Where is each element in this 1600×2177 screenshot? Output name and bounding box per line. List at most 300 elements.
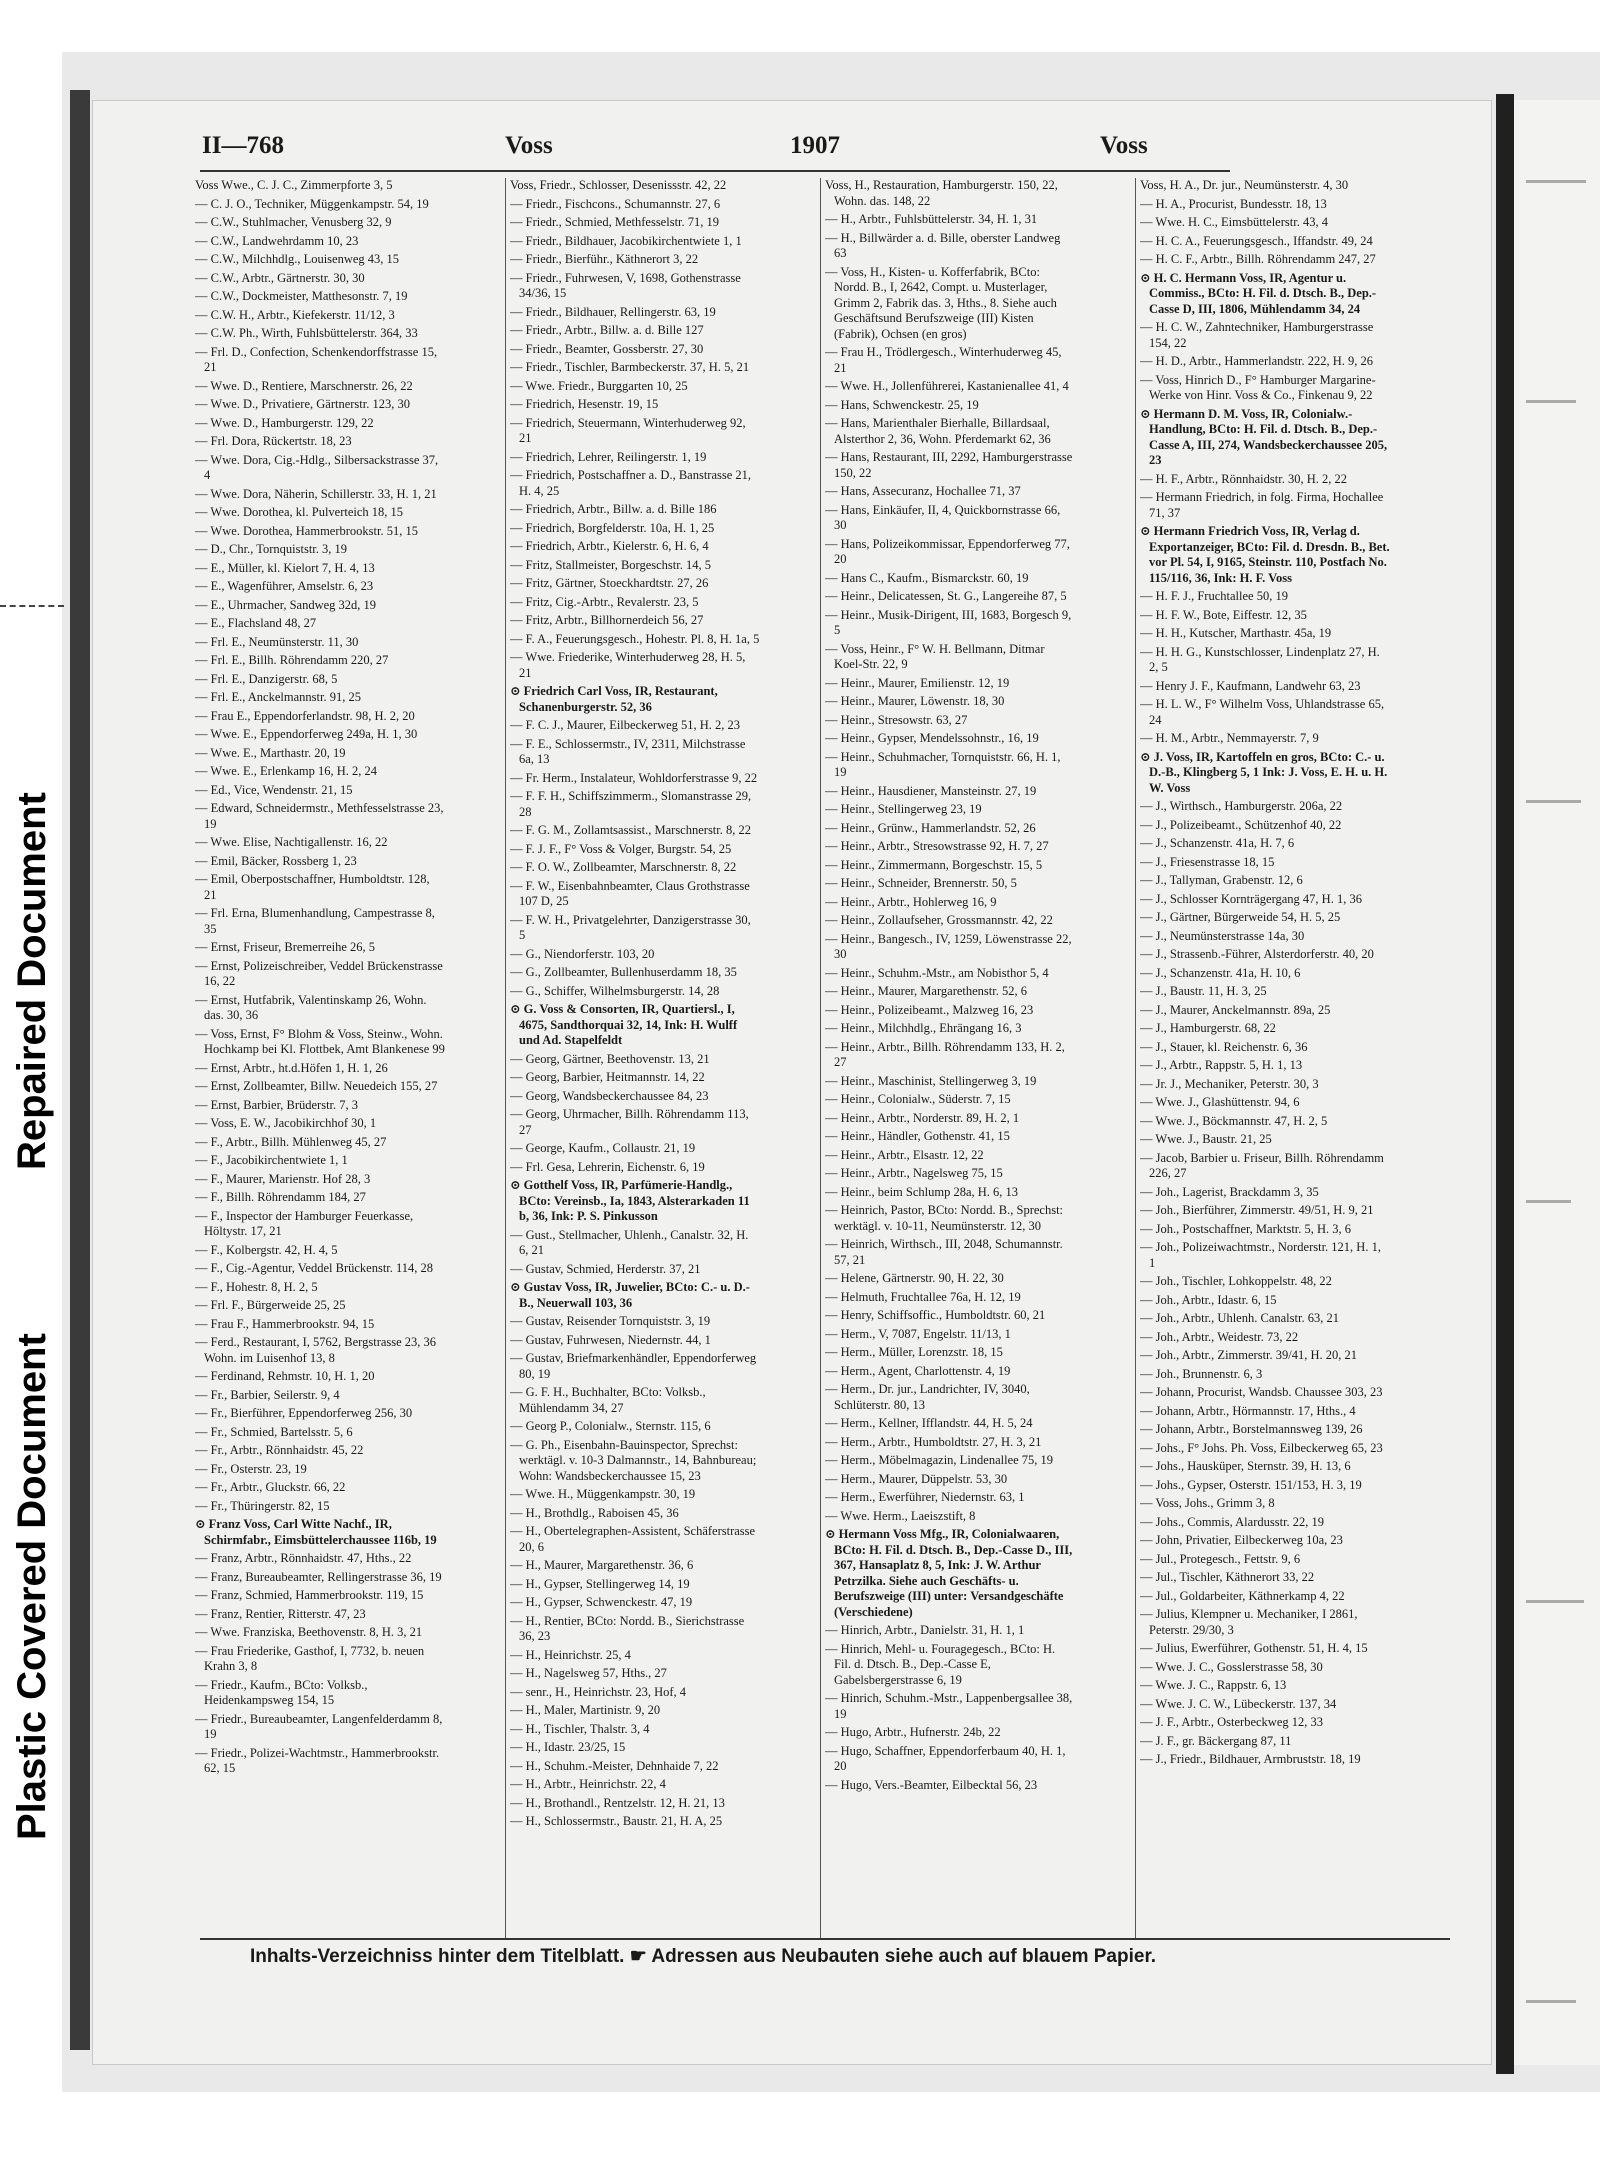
directory-entry: — Herm., Kellner, Ifflandstr. 44, H. 5, 24 (825, 1416, 1033, 1430)
directory-entry: — Wwe. Dora, Näherin, Schillerstr. 33, H. 1, 21 (195, 486, 437, 501)
directory-entry: — Jul., Tischler, Käthnerort 33, 22 (1140, 1570, 1315, 1584)
directory-entry: — Ed., Vice, Wendenstr. 21, 15 (195, 782, 353, 797)
directory-entry: — Herm., Müller, Lorenzstr. 18, 15 (825, 1345, 1003, 1359)
directory-entry: — H. F. J., Fruchtallee 50, 19 (1140, 589, 1288, 603)
directory-entry: — Wwe. Dorothea, kl. Pulverteich 18, 15 (195, 505, 404, 519)
directory-entry: — Wwe. Friedr., Burggarten 10, 25 (510, 378, 688, 393)
directory-entry: — Friedr., Bierführ., Käthnerort 3, 22 (510, 252, 699, 266)
directory-entry: ⊙ Friedrich Carl Voss, IR, Restaurant, Schanenburgerstr. 52, 36 (510, 684, 718, 714)
directory-entry: — Voss, Johs., Grimm 3, 8 (1140, 1496, 1275, 1510)
directory-entry: — G., Schiffer, Wilhelmsburgerstr. 14, 28 (510, 983, 720, 998)
column-4 (1140, 178, 1390, 1938)
directory-entry: — Hermann Friedrich, in folg. Firma, Hochallee 71, 37 (1140, 490, 1384, 520)
directory-entry: — H. H. G., Kunstschlosser, Lindenplatz 27, H. 2, 5 (1140, 644, 1380, 674)
directory-entry: — F. A., Feuerungsgesch., Hohestr. Pl. 8, H. 1a, 5 (510, 631, 760, 646)
directory-entry: — Hans, Restaurant, III, 2292, Hamburgerstrasse 150, 22 (825, 450, 1073, 480)
directory-entry: — Johann, Arbtr., Borstelmannsweg 139, 26 (1140, 1422, 1363, 1436)
directory-entry: — Georg, Barbier, Heitmannstr. 14, 22 (510, 1070, 705, 1084)
directory-entry: — H., Brothandl., Rentzelstr. 12, H. 21, 13 (510, 1795, 725, 1810)
directory-entry: — H., Tischler, Thalstr. 3, 4 (510, 1721, 650, 1736)
directory-entry: — Hans, Assecuranz, Hochallee 71, 37 (825, 484, 1021, 498)
directory-entry: — Heinr., Maurer, Emilienstr. 12, 19 (825, 675, 1010, 690)
directory-entry: — G., Niendorferstr. 103, 20 (510, 946, 655, 961)
directory-entry: — Emil, Oberpostschaffner, Humboldtstr. 128, 21 (195, 872, 430, 902)
directory-entry: — Wwe. E., Eppendorferweg 249a, H. 1, 30 (195, 727, 418, 741)
directory-entry: — Voss, Hinrich D., F° Hamburger Margarine-Werke von Hinr. Voss & Co., Finkenau 9, 22 (1140, 372, 1376, 402)
directory-entry: — J., Hamburgerstr. 68, 22 (1140, 1021, 1276, 1035)
directory-entry: — Franz, Schmied, Hammerbrookstr. 119, 15 (195, 1588, 424, 1602)
directory-entry: — Friedr., Bildhauer, Jacobikirchentwiete 1, 1 (510, 233, 742, 248)
directory-entry: — Joh., Arbtr., Weidestr. 73, 22 (1140, 1329, 1299, 1344)
directory-entry: — J., Schlosser Kornträgergang 47, H. 1, 36 (1140, 891, 1362, 906)
directory-entry: — senr., H., Heinrichstr. 23, Hof, 4 (510, 1684, 687, 1699)
directory-entry: — Heinr., Zimmermann, Borgeschstr. 15, 5 (825, 857, 1043, 872)
directory-entry: — H., Maurer, Margarethenstr. 36, 6 (510, 1558, 694, 1572)
directory-entry: — J., Polizeibeamt., Schützenhof 40, 22 (1140, 817, 1342, 832)
directory-entry: — Joh., Postschaffner, Marktstr. 5, H. 3, 6 (1140, 1221, 1352, 1236)
directory-entry: — J., Friesenstrasse 18, 15 (1140, 854, 1275, 869)
directory-entry: — Ferdinand, Rehmstr. 10, H. 1, 20 (195, 1369, 375, 1383)
directory-entry: — J., Stauer, kl. Reichenstr. 6, 36 (1140, 1039, 1308, 1054)
directory-entry: — Frau F., Hammerbrookstr. 94, 15 (195, 1316, 375, 1331)
directory-entry: — Helene, Gärtnerstr. 90, H. 22, 30 (825, 1271, 1004, 1285)
header-name-right: Voss (1100, 132, 1148, 159)
directory-entry: — Wwe. Dora, Cig.-Hdlg., Silbersackstrasse 37, 4 (195, 452, 439, 482)
directory-entry: — Gustav, Briefmarkenhändler, Eppendorferweg 80, 19 (510, 1351, 757, 1381)
directory-entry: — Julius, Ewerführer, Gothenstr. 51, H. 4, 15 (1140, 1641, 1368, 1655)
directory-entry: — Heinr., Stellingerweg 23, 19 (825, 802, 982, 816)
directory-entry: — Gustav, Fuhrwesen, Niedernstr. 44, 1 (510, 1332, 711, 1347)
directory-entry: ⊙ Gotthelf Voss, IR, Parfümerie-Handlg., BCto: Vereinsb., Ia, 1843, Alsterarkaden 11 b, 36, Ink: P. S. Pinkusson (510, 1178, 750, 1223)
directory-entry: — Frau H., Trödlergesch., Winterhuderweg 45, 21 (825, 345, 1062, 375)
directory-entry: — Hans, Marienthaler Bierhalle, Billardsaal, Alsterthor 2, 36, Wohn. Pferdemarkt 62, 36 (825, 416, 1051, 446)
directory-entry: — Ernst, Barbier, Brüderstr. 7, 3 (195, 1097, 359, 1112)
directory-entry: — Heinr., Hausdiener, Mansteinstr. 27, 19 (825, 783, 1037, 798)
directory-entry: — Hinrich, Mehl- u. Fouragegesch., BCto: H. Fil. d. Dtsch. B., Dep.-Casse E, Gabelsbergerstrasse 6, 19 (825, 1641, 1056, 1687)
directory-entry: — John, Privatier, Eilbeckerweg 10a, 23 (1140, 1533, 1343, 1547)
directory-entry: — Joh., Arbtr., Uhlenh. Canalstr. 63, 21 (1140, 1311, 1339, 1325)
directory-entry: — Edward, Schneidermstr., Methfesselstrasse 23, 19 (195, 801, 444, 831)
header-name-left: Voss (505, 132, 553, 159)
directory-entry: — Heinr., Arbtr., Nagelsweg 75, 15 (825, 1166, 1003, 1180)
directory-entry: — Heinr., Colonialw., Süderstr. 7, 15 (825, 1092, 1011, 1106)
directory-entry: — Heinr., Milchhdlg., Ehrängang 16, 3 (825, 1021, 1022, 1035)
directory-entry: — Friedr., Fuhrwesen, V, 1698, Gothenstrasse 34/36, 15 (510, 270, 741, 300)
directory-entry: — Fr. Herm., Instalateur, Wohldorferstrasse 9, 22 (510, 770, 758, 785)
directory-entry: — Friedr., Bildhauer, Rellingerstr. 63, 19 (510, 304, 716, 319)
directory-entry: — H., Schlossermstr., Baustr. 21, H. A, 25 (510, 1814, 723, 1828)
directory-entry: — H., Obertelegraphen-Assistent, Schäferstrasse 20, 6 (510, 1524, 756, 1554)
directory-entry: — Jr. J., Mechaniker, Peterstr. 30, 3 (1140, 1076, 1319, 1091)
directory-entry: — Jul., Protegesch., Fettstr. 9, 6 (1140, 1551, 1301, 1566)
directory-entry: — J. F., Arbtr., Osterbeckweg 12, 33 (1140, 1715, 1324, 1729)
directory-entry: — Gust., Stellmacher, Uhlenh., Canalstr. 32, H. 6, 21 (510, 1227, 749, 1257)
directory-entry: — Fr., Schmied, Bartelsstr. 5, 6 (195, 1424, 353, 1439)
directory-entry: Voss Wwe., C. J. C., Zimmerpforte 3, 5 (195, 178, 393, 192)
directory-entry: — C.W., Landwehrdamm 10, 23 (195, 233, 359, 248)
directory-entry: — Emil, Bäcker, Rossberg 1, 23 (195, 853, 357, 868)
directory-entry: — Wwe. J., Baustr. 21, 25 (1140, 1132, 1272, 1146)
directory-entry: — Friedrich, Arbtr., Kielerstr. 6, H. 6, 4 (510, 539, 709, 553)
column-divider (505, 178, 506, 1938)
directory-entry: — F., Cig.-Agentur, Veddel Brückenstr. 114, 28 (195, 1261, 434, 1275)
directory-entry: ⊙ Hermann Voss Mfg., IR, Colonialwaaren, BCto: H. Fil. d. Dtsch. B., Dep.-Casse D., III, 367, Hansaplatz 8, 5, Ink: J. W. Arthur Petrzilka. Siehe auch Geschäfts- u. Berufszweige (III) unter: Versandgeschäfte (Verschiedene) (825, 1527, 1073, 1619)
directory-entry: — Wwe. E., Marthastr. 20, 19 (195, 745, 346, 760)
footer-rule (200, 1938, 1450, 1940)
directory-entry: — F. F. H., Schiffszimmerm., Slomanstrasse 29, 28 (510, 789, 752, 819)
directory-entry: — H., Maler, Martinistr. 9, 20 (510, 1703, 661, 1717)
directory-entry: — F. J. F., F° Voss & Volger, Burgstr. 54, 25 (510, 841, 732, 856)
directory-entry: — Heinr., beim Schlump 28a, H. 6, 13 (825, 1184, 1019, 1199)
directory-entry: — Herm., Arbtr., Humboldtstr. 27, H. 3, 21 (825, 1434, 1042, 1449)
directory-entry: — Herm., V, 7087, Engelstr. 11/13, 1 (825, 1326, 1011, 1341)
directory-entry: — Helmuth, Fruchtallee 76a, H. 12, 19 (825, 1289, 1021, 1304)
directory-entry: — Julius, Klempner u. Mechaniker, I 2861, Peterstr. 29/30, 3 (1140, 1607, 1358, 1637)
directory-entry: — Frl. E., Danzigerstr. 68, 5 (195, 671, 338, 686)
directory-entry: — Friedr., Schmied, Methfesselstr. 71, 19 (510, 215, 720, 229)
directory-entry: — H. M., Arbtr., Nemmayerstr. 7, 9 (1140, 731, 1319, 745)
directory-entry: — Wwe. D., Privatiere, Gärtnerstr. 123, 30 (195, 397, 410, 411)
directory-entry: — H., Gypser, Stellingerweg 14, 19 (510, 1576, 690, 1591)
directory-entry: — Joh., Arbtr., Idastr. 6, 15 (1140, 1292, 1277, 1307)
directory-entry: — Joh., Polizeiwachtmstr., Norderstr. 121, H. 1, 1 (1140, 1240, 1381, 1270)
directory-entry: — G. Ph., Eisenbahn-Bauinspector, Sprechst: werktägl. v. 10-3 Dalmannstr., 14, Bahnbureau; Wohn: Wandsbeckerchaussee 15, 23 (510, 1437, 757, 1483)
directory-entry: — Fritz, Stallmeister, Borgeschstr. 14, 5 (510, 557, 711, 572)
directory-entry: — Heinr., Händler, Gothenstr. 41, 15 (825, 1129, 1010, 1143)
directory-entry: — H. L. W., F° Wilhelm Voss, Uhlandstrasse 65, 24 (1140, 697, 1385, 727)
directory-entry: — F., Arbtr., Billh. Mühlenweg 45, 27 (195, 1134, 387, 1149)
directory-entry: — J., Maurer, Anckelmannstr. 89a, 25 (1140, 1002, 1331, 1017)
directory-entry: — Heinr., Polizeibeamt., Malzweg 16, 23 (825, 1002, 1034, 1017)
directory-entry: — Heinr., Arbtr., Stresowstrasse 92, H. 7, 27 (825, 839, 1049, 853)
directory-entry: — Heinr., Arbtr., Billh. Röhrendamm 133, H. 2, 27 (825, 1039, 1065, 1069)
directory-entry: — Wwe. Franziska, Beethovenstr. 8, H. 3, 21 (195, 1625, 423, 1639)
directory-entry: Voss, Friedr., Schlosser, Desenissstr. 42, 22 (510, 178, 727, 192)
directory-entry: — Voss, E. W., Jacobikirchhof 30, 1 (195, 1116, 377, 1130)
directory-entry: — Hinrich, Schuhm.-Mstr., Lappenbergsallee 38, 19 (825, 1691, 1073, 1721)
directory-entry: ⊙ Hermann Friedrich Voss, IR, Verlag d. Exportanzeiger, BCto: Fil. d. Dresdn. B., Bet. vor Pl. 54, I, 9165, Steinstr. 110, Postfach No. 115/116, 36, Ink: H. F. Voss (1140, 524, 1390, 585)
directory-entry: — H., Arbtr., Fuhlsbüttelerstr. 34, H. 1, 31 (825, 212, 1038, 226)
directory-entry: ⊙ J. Voss, IR, Kartoffeln en gros, BCto: C.- u. D.-B., Klingberg 5, 1 Ink: J. Voss, E. H. u. H. W. Voss (1140, 749, 1388, 795)
directory-entry: — Heinr., Zollaufseher, Grossmannstr. 42, 22 (825, 913, 1053, 927)
directory-entry: — F., Billh. Röhrendamm 184, 27 (195, 1190, 366, 1204)
directory-entry: — Joh., Arbtr., Zimmerstr. 39/41, H. 20, 21 (1140, 1348, 1358, 1362)
directory-entry: — Frl. Erna, Blumenhandlung, Campestrasse 8, 35 (195, 906, 435, 936)
directory-entry: — Wwe. H., Jollenführerei, Kastanienallee 41, 4 (825, 379, 1069, 393)
directory-entry: ⊙ Hermann D. M. Voss, IR, Colonialw.-Handlung, BCto: H. Fil. d. Dtsch. B., Dep.-Casse A, III, 274, Wandsbeckerchaussee 205, 23 (1140, 406, 1388, 467)
directory-entry: — J., Gärtner, Bürgerweide 54, H. 5, 25 (1140, 910, 1341, 924)
directory-entry: — Wwe. D., Rentiere, Marschnerstr. 26, 22 (195, 378, 413, 393)
directory-entry: — Ernst, Arbtr., ht.d.Höfen 1, H. 1, 26 (195, 1060, 388, 1075)
directory-entry: — Joh., Bierführer, Zimmerstr. 49/51, H. 9, 21 (1140, 1203, 1374, 1217)
column-divider (820, 178, 821, 1938)
directory-entry: — F., Kolbergstr. 42, H. 4, 5 (195, 1242, 338, 1257)
directory-entry: — F. W., Eisenbahnbeamter, Claus Grothstrasse 107 D, 25 (510, 878, 750, 908)
directory-entry: — Hugo, Schaffner, Eppendorferbaum 40, H. 1, 20 (825, 1743, 1066, 1773)
directory-entry: — Herm., Ewerführer, Niedernstr. 63, 1 (825, 1490, 1025, 1504)
directory-entry: — Franz, Arbtr., Rönnhaidstr. 47, Hths., 22 (195, 1551, 412, 1565)
directory-entry: — Friedr., Bureaubeamter, Langenfelderdamm 8, 19 (195, 1711, 443, 1741)
directory-entry: — Heinr., Arbtr., Hohlerweg 16, 9 (825, 894, 997, 909)
directory-entry: — H. A., Procurist, Bundesstr. 18, 13 (1140, 196, 1327, 211)
directory-entry: — Frau E., Eppendorferlandstr. 98, H. 2, 20 (195, 708, 415, 723)
directory-entry: — Heinr., Maurer, Löwenstr. 18, 30 (825, 694, 1005, 708)
directory-entry: — Heinr., Grünw., Hammerlandstr. 52, 26 (825, 820, 1036, 835)
directory-entry: — Wwe. Dorothea, Hammerbrookstr. 51, 15 (195, 523, 418, 538)
directory-entry: — G. F. H., Buchhalter, BCto: Volksb., Mühlendamm 34, 27 (510, 1385, 706, 1415)
directory-entry: — Wwe. J., Glashüttenstr. 94, 6 (1140, 1095, 1300, 1109)
directory-entry: — George, Kaufm., Collaustr. 21, 19 (510, 1141, 696, 1155)
directory-entry: — F., Jacobikirchentwiete 1, 1 (195, 1153, 348, 1167)
directory-entry: — G., Zollbeamter, Bullenhuserdamm 18, 35 (510, 965, 737, 979)
directory-entry: — Frl. D., Confection, Schenkendorffstrasse 15, 21 (195, 344, 438, 374)
directory-entry: — E., Uhrmacher, Sandweg 32d, 19 (195, 597, 377, 612)
directory-entry: — F. O. W., Zollbeamter, Marschnerstr. 8, 22 (510, 860, 737, 874)
book-binding (1496, 94, 1514, 2074)
directory-entry: — D., Chr., Tornquiststr. 3, 19 (195, 542, 348, 556)
directory-entry: — Ferd., Restaurant, I, 5762, Bergstrasse 23, 36 Wohn. im Luisenhof 13, 8 (195, 1335, 437, 1365)
directory-entry: — Frl. E., Billh. Röhrendamm 220, 27 (195, 653, 389, 667)
directory-entry: — Fr., Arbtr., Rönnhaidstr. 45, 22 (195, 1443, 364, 1457)
directory-entry: — H., Nagelsweg 57, Hths., 27 (510, 1666, 667, 1680)
directory-entry: — Friedrich, Arbtr., Billw. a. d. Bille 186 (510, 502, 717, 516)
directory-entry: — J. F., gr. Bäckergang 87, 11 (1140, 1733, 1292, 1748)
directory-entry: — Hugo, Vers.-Beamter, Eilbecktal 56, 23 (825, 1777, 1038, 1792)
directory-entry: — Frl. E., Anckelmannstr. 91, 25 (195, 690, 361, 704)
directory-entry: — Ernst, Hutfabrik, Valentinskamp 26, Wohn. das. 30, 36 (195, 992, 427, 1022)
directory-entry: — Wwe. H. C., Eimsbüttelerstr. 43, 4 (1140, 215, 1328, 229)
directory-entry: — Heinr., Maurer, Margarethenstr. 52, 6 (825, 984, 1027, 998)
directory-entry: — Frl. Dora, Rückertstr. 18, 23 (195, 434, 352, 448)
directory-entry: — H., Idastr. 23/25, 15 (510, 1740, 626, 1754)
directory-entry: — C.W., Stuhlmacher, Venusberg 32, 9 (195, 215, 392, 229)
directory-entry: — Johann, Procurist, Wandsb. Chaussee 303, 23 (1140, 1385, 1383, 1399)
directory-entry: — H., Gypser, Schwenckestr. 47, 19 (510, 1595, 693, 1609)
directory-entry: — Heinr., Schuhmacher, Tornquiststr. 66, H. 1, 19 (825, 749, 1061, 779)
directory-entry: — Heinr., Arbtr., Norderstr. 89, H. 2, 1 (825, 1110, 1020, 1125)
header-rule (200, 170, 1230, 172)
directory-entry: — Frl. E., Neumünsterstr. 11, 30 (195, 634, 359, 649)
directory-entry: — Jul., Goldarbeiter, Käthnerkamp 4, 22 (1140, 1588, 1345, 1603)
directory-entry: — J., Strassenb.-Führer, Alsterdorferstr. 40, 20 (1140, 947, 1374, 961)
directory-entry: — Voss, H., Kisten- u. Kofferfabrik, BCto: Nordd. B., I, 2642, Compt. u. Musterlager, Grimm 2, Fabrik das. 3, Hths., 8. Siehe auch Geschäftsund Berufszweige (III) Kisten (Fabrik), Ochsen (en gros) (825, 264, 1057, 341)
directory-entry: — Heinr., Stresowstr. 63, 27 (825, 712, 968, 727)
directory-entry: — Herm., Agent, Charlottenstr. 4, 19 (825, 1363, 1011, 1378)
directory-entry: — H., Billwärder a. d. Bille, oberster Landweg 63 (825, 230, 1061, 260)
directory-entry: — J., Schanzenstr. 41a, H. 7, 6 (1140, 836, 1295, 850)
directory-entry: — Georg, Uhrmacher, Billh. Röhrendamm 113, 27 (510, 1107, 749, 1137)
directory-entry: — Fritz, Cig.-Arbtr., Revalerstr. 23, 5 (510, 594, 699, 609)
footer-note: Inhalts-Verzeichniss hinter dem Titelblatt. ☛ Adressen aus Neubauten siehe auch auf blauem Papier. (250, 1946, 1157, 1967)
directory-entry: — J., Arbtr., Rappstr. 5, H. 1, 13 (1140, 1058, 1303, 1072)
directory-entry: — Wwe. D., Hamburgerstr. 129, 22 (195, 415, 374, 430)
directory-entry: — C.W. Ph., Wirth, Fuhlsbüttelerstr. 364, 33 (195, 326, 418, 340)
directory-entry: — Hugo, Arbtr., Hufnerstr. 24b, 22 (825, 1725, 1001, 1739)
directory-entry: — Heinrich, Pastor, BCto: Nordd. B., Sprechst: werktägl. v. 10-11, Neumünsterstr. 12, 30 (825, 1203, 1064, 1233)
directory-entry: Voss, H. A., Dr. jur., Neumünsterstr. 4, 30 (1140, 178, 1349, 192)
directory-entry: — Hans C., Kaufm., Bismarckstr. 60, 19 (825, 570, 1029, 585)
directory-entry: — Hans, Polizeikommissar, Eppendorferweg 77, 20 (825, 536, 1070, 566)
directory-entry: — Frl. Gesa, Lehrerin, Eichenstr. 6, 19 (510, 1159, 705, 1174)
directory-entry: — Wwe. Elise, Nachtigallenstr. 16, 22 (195, 835, 388, 849)
directory-entry: — H. F., Arbtr., Rönnhaidstr. 30, H. 2, 22 (1140, 471, 1347, 486)
directory-entry: — H., Arbtr., Heinrichstr. 22, 4 (510, 1777, 666, 1791)
directory-entry: — Heinr., Gypser, Mendelssohnstr., 16, 19 (825, 731, 1039, 745)
directory-entry: — F. G. M., Zollamtsassist., Marschnerstr. 8, 22 (510, 823, 752, 837)
column-2 (510, 178, 760, 1938)
directory-entry: — H., Rentier, BCto: Nordd. B., Sierichstrasse 36, 23 (510, 1613, 745, 1643)
directory-entry: — F., Inspector der Hamburger Feuerkasse, Höltystr. 17, 21 (195, 1208, 414, 1238)
directory-entry: — Heinr., Maschinist, Stellingerweg 3, 19 (825, 1073, 1037, 1088)
directory-entry: — Johann, Arbtr., Hörmannstr. 17, Hths., 4 (1140, 1403, 1356, 1418)
directory-entry: — Johs., Hausküper, Sternstr. 39, H. 13, 6 (1140, 1459, 1351, 1473)
directory-entry: — J., Friedr., Bildhauer, Armbruststr. 18, 19 (1140, 1752, 1361, 1766)
directory-entry: — Gustav, Schmied, Herderstr. 37, 21 (510, 1261, 701, 1276)
directory-entry: — Jacob, Barbier u. Friseur, Billh. Röhrendamm 226, 27 (1140, 1150, 1384, 1180)
directory-entry: — Joh., Lagerist, Brackdamm 3, 35 (1140, 1184, 1319, 1199)
directory-entry: — J., Wirthsch., Hamburgerstr. 206a, 22 (1140, 799, 1343, 813)
directory-entry: — Heinr., Arbtr., Elsastr. 12, 22 (825, 1147, 984, 1162)
directory-entry: — J., Tallyman, Grabenstr. 12, 6 (1140, 873, 1303, 887)
directory-entry: — Gustav, Reisender Tornquiststr. 3, 19 (510, 1314, 711, 1328)
directory-entry: — H. D., Arbtr., Hammerlandstr. 222, H. 9, 26 (1140, 354, 1373, 368)
directory-entry: — F. E., Schlossermstr., IV, 2311, Milchstrasse 6a, 13 (510, 736, 746, 766)
directory-entry: — Wwe. J. C. W., Lübeckerstr. 137, 34 (1140, 1696, 1337, 1711)
directory-entry: — Wwe. J. C., Gosslerstrasse 58, 30 (1140, 1659, 1323, 1674)
directory-entry: — Herm., Dr. jur., Landrichter, IV, 3040, Schlüterstr. 80, 13 (825, 1382, 1030, 1412)
directory-entry: — Heinr., Schuhm.-Mstr., am Nobisthor 5, 4 (825, 965, 1049, 980)
directory-entry: — Georg, Wandsbeckerchaussee 84, 23 (510, 1088, 709, 1103)
directory-entry: — Friedrich, Hesenstr. 19, 15 (510, 397, 659, 411)
directory-entry: — Friedr., Beamter, Gossberstr. 27, 30 (510, 341, 704, 356)
directory-entry: — Fr., Bierführer, Eppendorferweg 256, 30 (195, 1406, 413, 1420)
directory-entry: ⊙ G. Voss & Consorten, IR, Quartiersl., I, 4675, Sandthorquai 32, 14, Ink: H. Wulff und Ad. Stapelfeldt (510, 1002, 738, 1047)
directory-entry: — Heinr., Bangesch., IV, 1259, Löwenstrasse 22, 30 (825, 931, 1072, 961)
directory-entry: — Georg, Gärtner, Beethovenstr. 13, 21 (510, 1051, 710, 1066)
directory-entry: — Ernst, Polizeischreiber, Veddel Brückenstrasse 16, 22 (195, 958, 443, 988)
directory-entry: — H. H., Kutscher, Marthastr. 45a, 19 (1140, 626, 1332, 640)
column-3 (825, 178, 1075, 1938)
directory-entry: — Heinr., Musik-Dirigent, III, 1683, Borgesch 9, 5 (825, 607, 1072, 637)
directory-entry: — H., Brothdlg., Raboisen 45, 36 (510, 1505, 679, 1520)
directory-entry: — C.W., Arbtr., Gärtnerstr. 30, 30 (195, 270, 365, 285)
directory-entry: — Fritz, Gärtner, Stoeckhardtstr. 27, 26 (510, 576, 709, 590)
directory-entry: — Hans, Einkäufer, II, 4, Quickbornstrasse 66, 30 (825, 502, 1061, 532)
page-header (110, 132, 1470, 162)
directory-entry: — Heinrich, Wirthsch., III, 2048, Schumannstr. 57, 21 (825, 1237, 1063, 1267)
directory-entry: — Friedr., Kaufm., BCto: Volksb., Heidenkampsweg 154, 15 (195, 1677, 368, 1707)
directory-entry: — C.W., Dockmeister, Matthesonstr. 7, 19 (195, 289, 408, 303)
directory-entry: — Henry, Schiffsoffic., Humboldtstr. 60, 21 (825, 1308, 1046, 1322)
directory-entry: — J., Neumünsterstrasse 14a, 30 (1140, 928, 1305, 943)
directory-entry: — Joh., Brunnenstr. 6, 3 (1140, 1366, 1263, 1381)
dashed-separator (0, 605, 64, 607)
directory-entry: — Voss, Ernst, F° Blohm & Voss, Steinw., Wohn. Hochkamp bei Kl. Flottbek, Amt Blankenese 99 (195, 1026, 445, 1056)
directory-entry: — F., Hohestr. 8, H. 2, 5 (195, 1279, 318, 1294)
directory-entry: — Wwe. J., Böckmannstr. 47, H. 2, 5 (1140, 1113, 1328, 1128)
directory-entry: ⊙ H. C. Hermann Voss, IR, Agentur u. Commiss., BCto: H. Fil. d. Dtsch. B., Dep.-Casse D, III, 1806, Mühlendamm 34, 24 (1140, 270, 1377, 316)
directory-entry: — Voss, Heinr., F° W. H. Bellmann, Ditmar Koel-Str. 22, 9 (825, 641, 1045, 671)
directory-entry: — H. C. F., Arbtr., Billh. Röhrendamm 247, 27 (1140, 252, 1376, 266)
header-year: 1907 (790, 132, 840, 159)
directory-entry: — F. W. H., Privatgelehrter, Danzigerstrasse 30, 5 (510, 912, 751, 942)
directory-entry: — Frl. F., Bürgerweide 25, 25 (195, 1298, 346, 1312)
directory-entry: — F. C. J., Maurer, Eilbeckerweg 51, H. 2, 23 (510, 718, 741, 732)
directory-entry: — C.W. H., Arbtr., Kiefekerstr. 11/12, 3 (195, 307, 395, 322)
directory-entry: — C. J. O., Techniker, Müggenkampstr. 54, 19 (195, 196, 429, 211)
directory-entry: — Friedrich, Lehrer, Reilingerstr. 1, 19 (510, 449, 707, 464)
directory-entry: — Wwe. Friederike, Winterhuderweg 28, H. 5, 21 (510, 650, 746, 680)
page-number: II—768 (202, 132, 284, 159)
directory-entry: — Ernst, Zollbeamter, Billw. Neuedeich 155, 27 (195, 1079, 438, 1093)
directory-entry: — J., Baustr. 11, H. 3, 25 (1140, 984, 1267, 998)
directory-entry: — Johs., Gypser, Osterstr. 151/153, H. 3, 19 (1140, 1477, 1362, 1492)
directory-entry: — Wwe. E., Erlenkamp 16, H. 2, 24 (195, 764, 378, 778)
directory-entry: — Heinr., Schneider, Brennerstr. 50, 5 (825, 876, 1017, 890)
plastic-covered-document-label: Plastic Covered Document (10, 1333, 54, 1840)
directory-entry: — H. F. W., Bote, Eiffestr. 12, 35 (1140, 607, 1307, 622)
directory-entry: — Friedrich, Postschaffner a. D., Banstrasse 21, H. 4, 25 (510, 468, 752, 498)
directory-entry: — F., Maurer, Marienstr. Hof 28, 3 (195, 1171, 371, 1186)
directory-entry: — Wwe. Herm., Laeiszstift, 8 (825, 1508, 976, 1523)
directory-entry: — Hinrich, Arbtr., Danielstr. 31, H. 1, 1 (825, 1623, 1025, 1637)
directory-entry: — Georg P., Colonialw., Sternstr. 115, 6 (510, 1419, 711, 1433)
adjacent-page (1514, 100, 1600, 2065)
directory-entry: — J., Schanzenstr. 41a, H. 10, 6 (1140, 965, 1301, 980)
directory-entry: — E., Müller, kl. Kielort 7, H. 4, 13 (195, 560, 375, 575)
directory-entry: — Joh., Tischler, Lohkoppelstr. 48, 22 (1140, 1274, 1332, 1288)
directory-entry: — Herm., Maurer, Düppelstr. 53, 30 (825, 1471, 1008, 1486)
directory-entry: — E., Wagenführer, Amselstr. 6, 23 (195, 579, 374, 593)
directory-entry: — E., Flachsland 48, 27 (195, 616, 317, 630)
directory-entry: — H. C. W., Zahntechniker, Hamburgerstrasse 154, 22 (1140, 320, 1374, 350)
directory-entry: — H. C. A., Feuerungsgesch., Iffandstr. 49, 24 (1140, 233, 1373, 248)
directory-entry: — C.W., Milchhdlg., Louisenweg 43, 15 (195, 252, 400, 266)
page-edge-shadow (70, 90, 90, 2050)
column-1 (195, 178, 445, 1938)
directory-entry: — Wwe. J. C., Rappstr. 6, 13 (1140, 1678, 1287, 1692)
directory-entry: — Friedr., Fischcons., Schumannstr. 27, 6 (510, 196, 721, 211)
directory-entry: — Ernst, Friseur, Bremerreihe 26, 5 (195, 940, 376, 954)
directory-entry: — Hans, Schwenckestr. 25, 19 (825, 397, 979, 412)
directory-entry: — Fr., Thüringerstr. 82, 15 (195, 1498, 330, 1513)
directory-entry: — Friedr., Tischler, Barmbeckerstr. 37, H. 5, 21 (510, 360, 750, 374)
directory-entry: — H., Heinrichstr. 25, 4 (510, 1647, 631, 1662)
directory-entry: — Friedrich, Borgfelderstr. 10a, H. 1, 25 (510, 520, 715, 535)
directory-entry: — Henry J. F., Kaufmann, Landwehr 63, 23 (1140, 678, 1361, 693)
directory-entry: — Fr., Barbier, Seilerstr. 9, 4 (195, 1387, 340, 1402)
directory-entry: — Franz, Rentier, Ritterstr. 47, 23 (195, 1606, 366, 1621)
directory-entry: Voss, H., Restauration, Hamburgerstr. 150, 22, Wohn. das. 148, 22 (825, 178, 1058, 208)
directory-entry: — Wwe. H., Müggenkampstr. 30, 19 (510, 1487, 696, 1501)
directory-entry: — Fr., Arbtr., Gluckstr. 66, 22 (195, 1480, 346, 1494)
column-divider (1135, 178, 1136, 1938)
directory-entry: — Johs., F° Johs. Ph. Voss, Eilbeckerweg 65, 23 (1140, 1440, 1383, 1455)
directory-entry: — Johs., Commis, Alardusstr. 22, 19 (1140, 1514, 1325, 1529)
directory-entry: — Fritz, Arbtr., Billhornerdeich 56, 27 (510, 613, 704, 627)
directory-entry: — H., Schuhm.-Meister, Dehnhaide 7, 22 (510, 1758, 719, 1773)
directory-entry: — Franz, Bureaubeamter, Rellingerstrasse 36, 19 (195, 1569, 442, 1584)
directory-entry: — Friedr., Polizei-Wachtmstr., Hammerbrookstr. 62, 15 (195, 1745, 440, 1775)
directory-entry: — Herm., Möbelmagazin, Lindenallee 75, 19 (825, 1453, 1054, 1467)
repaired-document-label: Repaired Document (10, 792, 54, 1170)
directory-entry: ⊙ Franz Voss, Carl Witte Nachf., IR, Schirmfabr., Eimsbüttelerchaussee 116b, 19 (195, 1517, 437, 1547)
directory-entry: — Fr., Osterstr. 23, 19 (195, 1461, 307, 1476)
directory-entry: — Heinr., Delicatessen, St. G., Langereihe 87, 5 (825, 589, 1067, 603)
directory-entry: — Frau Friederike, Gasthof, I, 7732, b. neuen Krahn 3, 8 (195, 1643, 425, 1673)
directory-entry: — Friedrich, Steuermann, Winterhuderweg 92, 21 (510, 415, 746, 445)
directory-entry: ⊙ Gustav Voss, IR, Juwelier, BCto: C.- u. D.-B., Neuerwall 103, 36 (510, 1280, 750, 1310)
